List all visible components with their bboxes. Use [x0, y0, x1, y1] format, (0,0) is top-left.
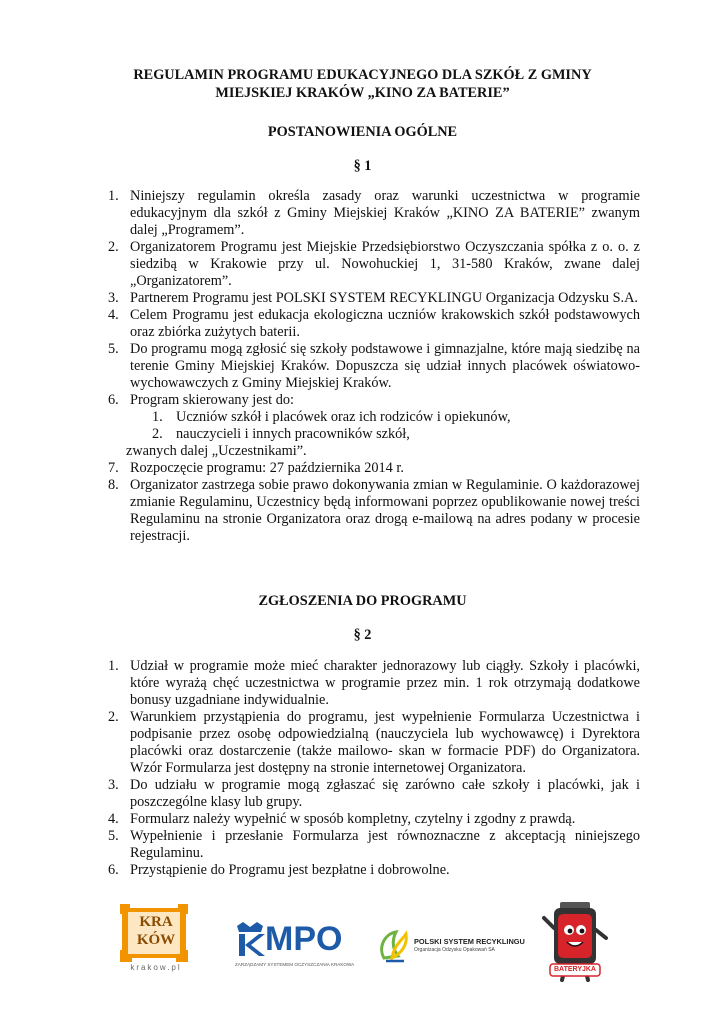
- list-item: 5. Wypełnienie i przesłanie Formularza jest równoznaczne z akceptacją niniejszego Regulaminu.: [108, 828, 640, 861]
- krakow-logo-caption: krakow.pl: [130, 963, 182, 972]
- crown-k-icon: [235, 922, 265, 956]
- section-2-list: [108, 658, 640, 879]
- list-item: 3. Do udziału w programie mogą zgłaszać się zarówno całe szkoły i placówki, jak i poszczególne klasy lub grupy.: [108, 777, 640, 810]
- sublist: [130, 409, 640, 443]
- recycling-leaf-icon: [378, 928, 412, 964]
- footer-logos: [0, 900, 725, 990]
- list-item: 1. Udział w programie może mieć charakter jednorazowy lub ciągły. Szkoły i placówki, które wyrażą chęć uczestnictwa w programie przez min. 1 rok otrzymają dodatkowe bonusy uzgadniane indywidualnie.: [108, 658, 640, 708]
- mpo-logo-text: MPO: [265, 920, 343, 958]
- section-1-paragraph-mark: § 1: [353, 158, 372, 174]
- section-1-list: [108, 188, 640, 545]
- psr-logo-text: POLSKI SYSTEM RECYKLINGU: [414, 937, 525, 946]
- list-item: 4. Formularz należy wypełnić w sposób kompletny, czytelny i zgodny z prawdą.: [108, 811, 576, 827]
- mpo-logo-caption: ZARZĄDZAMY SYSTEMEM OCZYSZCZANIA KRAKOWA: [235, 962, 355, 967]
- document-title-line-1: REGULAMIN PROGRAMU EDUKACYJNEGO DLA SZKÓŁ Z GMINY: [133, 67, 592, 83]
- mpo-logo: [235, 920, 355, 978]
- list-item: 2. Organizatorem Programu jest Miejskie Przedsiębiorstwo Oczyszczania spółka z o. o. z siedzibą w Krakowie przy ul. Nowohuckiej 1, 31-580 Kraków, zwane dalej „Organizatorem”.: [108, 239, 640, 289]
- list-item: 4. Celem Programu jest edukacja ekologiczna uczniów krakowskich szkół podstawowych oraz zbiórka zużytych baterii.: [108, 307, 640, 340]
- list-item: 2. Warunkiem przystąpienia do programu, jest wypełnienie Formularza Uczestnictwa i podpisanie przez osobę odpowiedzialną (nauczyciela lub wychowawcę) i Dyrektora placówki oraz dostarczenie (także mailowo- skan w formacie PDF) do Organizatora. Wzór Formularza jest dostępny na stronie internetowej Organizatora.: [108, 709, 640, 776]
- section-2-heading: ZGŁOSZENIA DO PROGRAMU: [258, 593, 467, 609]
- sublist-trailer: zwanych dalej „Uczestnikami”.: [126, 443, 307, 459]
- document-title-line-2: MIEJSKIEJ KRAKÓW „KINO ZA BATERIE”: [215, 85, 510, 101]
- list-item: 6. Przystąpienie do Programu jest bezpłatne i dobrowolne.: [108, 862, 450, 878]
- bateryjka-logo: [540, 900, 610, 984]
- sublist-item: 2. nauczycieli i innych pracowników szkół,: [152, 426, 410, 442]
- list-item: 8. Organizator zastrzega sobie prawo dokonywania zmian w Regulaminie. O każdorazowej zmianie Regulaminu, Uczestnicy będą informowani poprzez opublikowanie nowej treści Regulaminu na stronie Organizatora oraz drogą e-mailową na adres podany w procesie rejestracji.: [108, 477, 640, 544]
- psr-logo: [378, 928, 525, 968]
- list-item: 6. Program skierowany jest do: 1. Uczniów szkół i placówek oraz ich rodziców i opiekunów, 2. nauczycieli i innych pracowników szkół, zwanych dalej „Uczestnikami”.: [108, 392, 640, 460]
- section-2-paragraph-mark: § 2: [353, 627, 372, 643]
- sublist-item: 1. Uczniów szkół i placówek oraz ich rodziców i opiekunów,: [152, 409, 511, 425]
- list-item: 7. Rozpoczęcie programu: 27 października 2014 r.: [108, 460, 404, 476]
- bateryjka-logo-text: BATERYJKA: [553, 966, 596, 973]
- list-item: 1. Niniejszy regulamin określa zasady oraz warunki uczestnictwa w programie edukacyjnym dla szkół z Gminy Miejskiej Kraków „KINO ZA BATERIE” zwanym dalej „Programem”.: [108, 188, 640, 238]
- krakow-logo-text-1: KRA: [139, 914, 173, 930]
- krakow-logo-text-2: KÓW: [136, 932, 176, 948]
- krakow-logo: [120, 904, 192, 974]
- psr-logo-caption: Organizacja Odzysku Opakowań SA: [414, 947, 495, 953]
- section-1-heading: POSTANOWIENIA OGÓLNE: [267, 124, 458, 140]
- list-item: 5. Do programu mogą zgłosić się szkoły podstawowe i gimnazjalne, które mają siedzibę na terenie Gminy Miejskiej Kraków. Dopuszcza się udział innych placówek oświatowo- wychowawczych z Gminy Miejskiej Kraków.: [108, 341, 640, 391]
- list-item: 3. Partnerem Programu jest POLSKI SYSTEM RECYKLINGU Organizacja Odzysku S.A.: [108, 290, 639, 306]
